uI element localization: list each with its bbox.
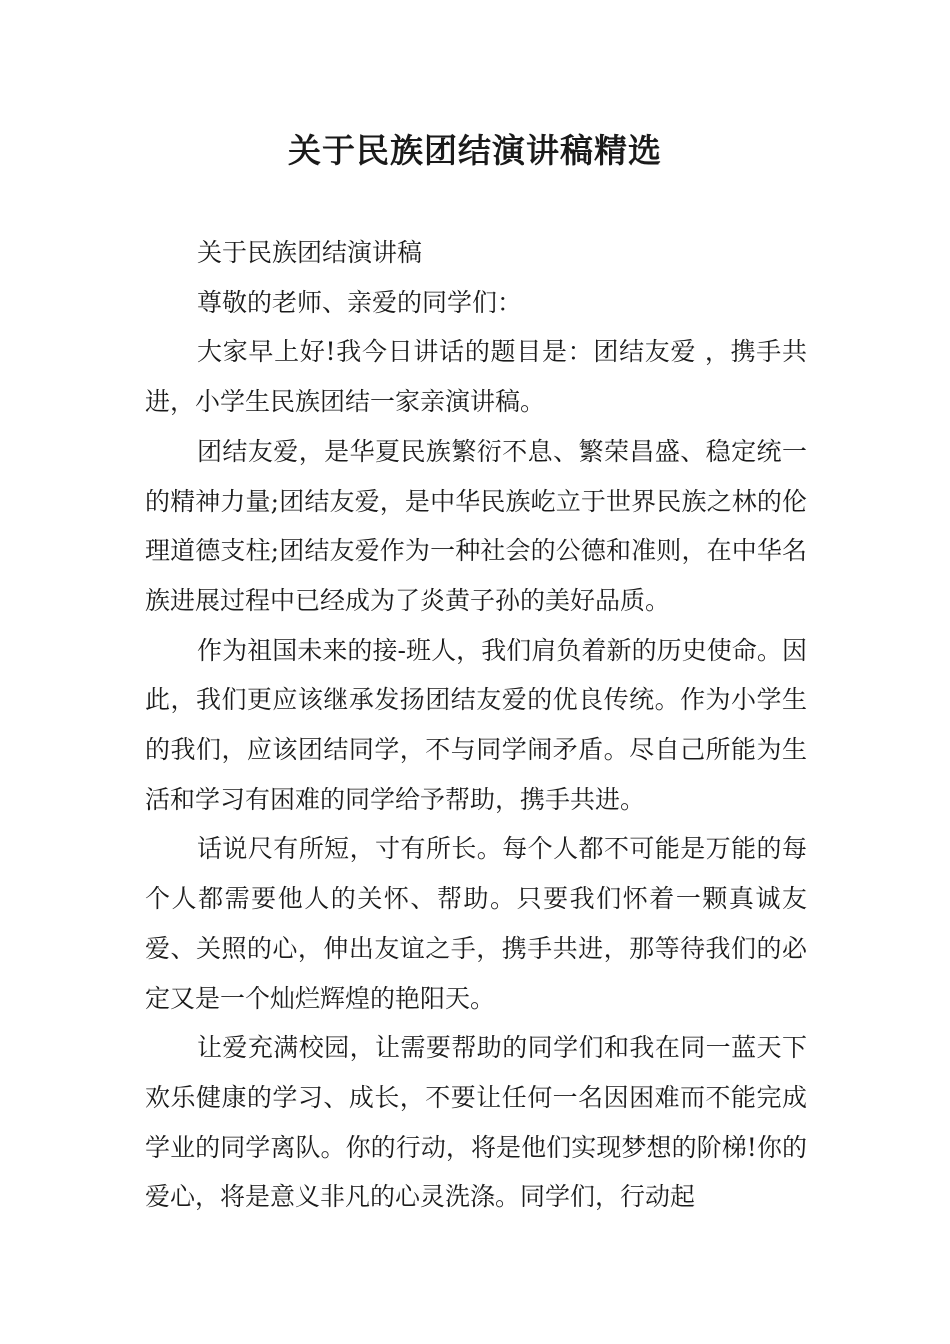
paragraph-unity-meaning: 团结友爱，是华夏民族繁衍不息、繁荣昌盛、稳定统一的精神力量;团结友爱，是中华民族屹立于世界民族之林的伦理道德支柱;团结友爱作为一种社会的公德和准则，在中华名族进展过程中已经成为了炎黄子孙的美好品质。 xyxy=(145,436,807,615)
paragraph-speech-heading: 关于民族团结演讲稿 xyxy=(197,238,423,267)
document-body xyxy=(145,228,807,1222)
paragraph-successors: 作为祖国未来的接-班人，我们肩负着新的历史使命。因此，我们更应该继承发扬团结友爱的优良传统。作为小学生的我们，应该团结同学，不与同学闹矛盾。尽自己所能为生活和学习有困难的同学给予帮助，携手共进。 xyxy=(145,635,807,814)
paragraph-greeting: 尊敬的老师、亲爱的同学们： xyxy=(197,287,523,317)
document-title: 关于民族团结演讲稿精选 xyxy=(288,131,662,170)
paragraph-mutual-help: 话说尺有所短，寸有所长。每个人都不可能是万能的每个人都需要他人的关怀、帮助。只要我们怀着一颗真诚友爱、关照的心，伸出友谊之手，携手共进，那等待我们的必定又是一个灿烂辉煌的艳阳天。 xyxy=(145,834,807,1013)
paragraph-intro: 大家早上好!我今日讲话的题目是：团结友爱 ，携手共进，小学生民族团结一家亲演讲稿。 xyxy=(145,337,807,417)
paragraph-call-to-action: 让爱充满校园，让需要帮助的同学们和我在同一蓝天下欢乐健康的学习、成长，不要让任何一名因困难而不能完成学业的同学离队。你的行动，将是他们实现梦想的阶梯!你的爱心，将是意义非凡的心灵洗涤。同学们，行动起 xyxy=(145,1033,807,1212)
